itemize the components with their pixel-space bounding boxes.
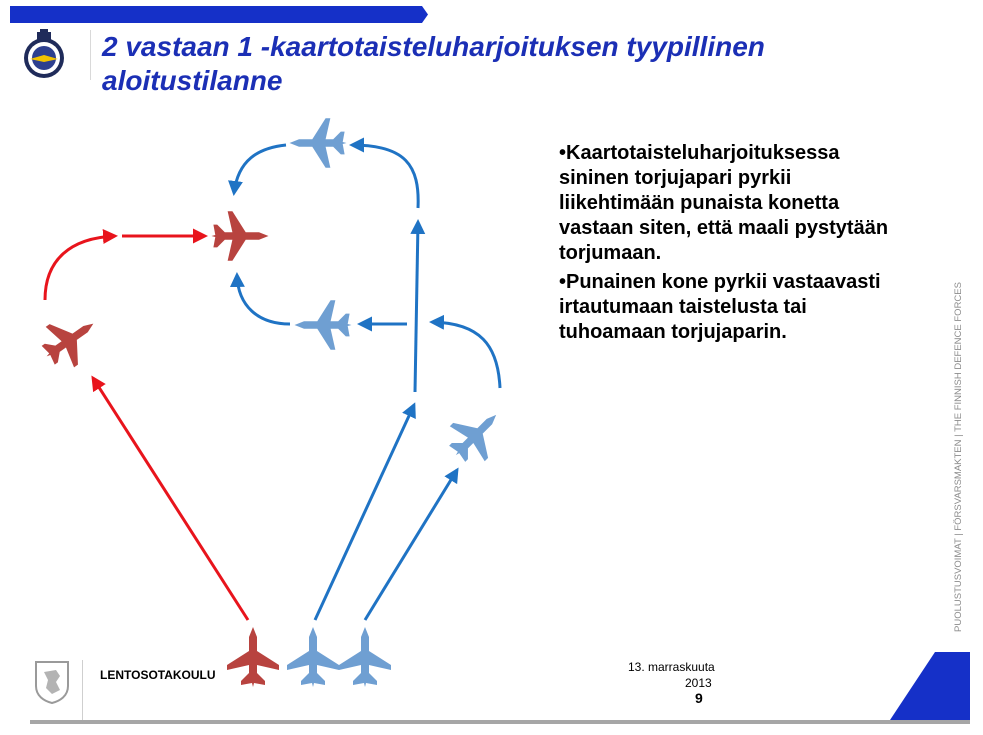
lion-coat-of-arms-icon (34, 660, 70, 704)
blue-arrow-right-long (365, 470, 457, 620)
blue-jet-icon (295, 300, 352, 349)
footer-date-line2: 2013 (685, 676, 712, 690)
red-jet-icon (212, 211, 269, 260)
blue-paths (234, 145, 500, 620)
blue-jet-icon (438, 397, 513, 472)
footer-divider (82, 660, 83, 720)
side-text (945, 280, 969, 635)
bullet-list (559, 141, 904, 349)
footer-date-line1: 13. marraskuuta (628, 660, 715, 674)
red-paths (45, 236, 248, 620)
page-number: 9 (695, 690, 703, 706)
blue-arrow-top-right (352, 145, 418, 208)
red-arrow-long (93, 378, 248, 620)
bullet-item: •Kaartotaisteluharjoituksessa sininen torjujapari pyrkii liikehtimään punaista konetta vastaan siten, että maali pystytään torjumaan. (559, 142, 889, 264)
blue-jet-icon (339, 627, 391, 687)
red-jet-icon (227, 627, 279, 687)
slide-title: 2 vastaan 1 -kaartotaisteluharjoituksen tyypillinen aloitustilanne (102, 31, 765, 96)
blue-arrow-left-long (315, 405, 414, 620)
blue-arrow-top-left (234, 145, 286, 193)
blue-arrow-vertical (415, 222, 418, 392)
blue-jet-icon (287, 627, 339, 687)
footer-unit: LENTOSOTAKOULU (100, 668, 216, 682)
blue-jet-icon (290, 118, 347, 167)
side-text-label: PUOLUSTUSVOIMAT | FÖRSVARSMAKTEN | THE FINNISH DEFENCE FORCES (953, 282, 964, 632)
bullet-item: •Punainen kone pyrkii vastaavasti irtautumaan taistelusta tai tuhoamaan torjujaparin. (559, 271, 881, 343)
blue-arrow-mid-curve (237, 275, 290, 324)
footer-rule (30, 720, 780, 724)
red-jet-icon (32, 303, 107, 376)
red-arrow-curve (45, 236, 115, 300)
blue-arrow-right-curve (432, 322, 500, 388)
corner-accent (740, 652, 970, 724)
